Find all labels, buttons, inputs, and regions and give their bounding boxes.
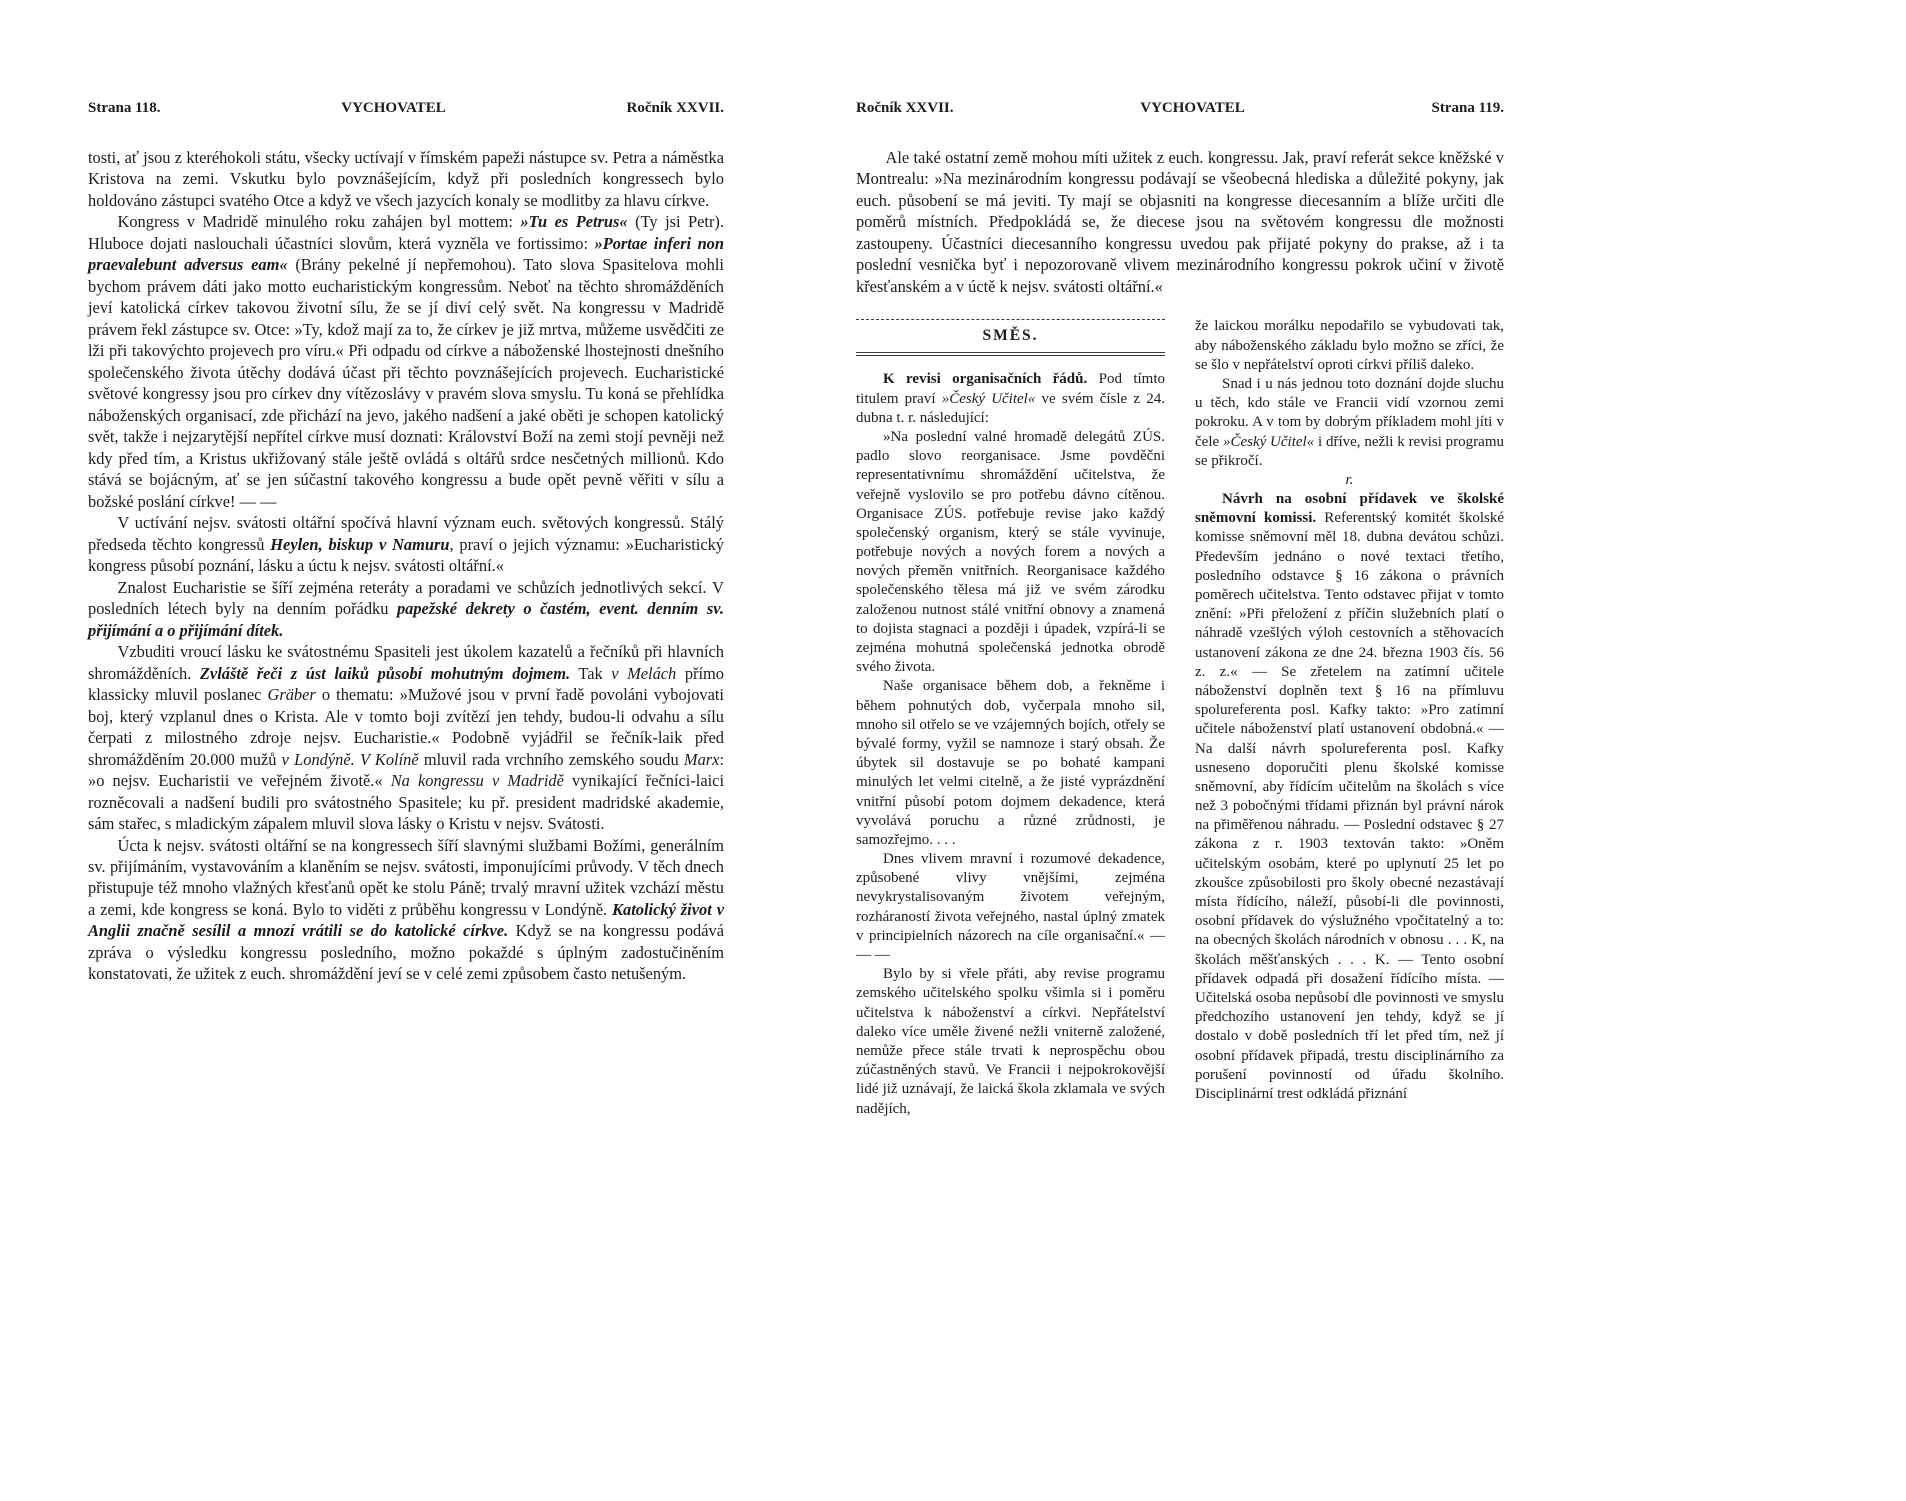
- text-run: mluvil rada vrchního zemského soudu: [418, 749, 684, 769]
- two-column-section: [856, 317, 1504, 1118]
- text-run: Pod tímto titulem praví: [856, 371, 1165, 407]
- paragraph: [1195, 375, 1504, 471]
- paragraph: [1195, 317, 1504, 375]
- paragraph: [88, 835, 724, 985]
- text-run: »Portae inferi non praevalebunt adversus eam«: [88, 233, 724, 275]
- journal-title: VYCHOVATEL: [1140, 100, 1245, 116]
- text-run: v Londýně. V Kolíně: [281, 749, 419, 769]
- text-run: i dříve, nežli k revisi programu se přikročí.: [1195, 433, 1505, 469]
- journal-title: VYCHOVATEL: [341, 100, 446, 116]
- text-run: Zvláště řeči z úst laiků působí mohutným dojmem.: [199, 663, 571, 683]
- paragraph: [1195, 490, 1504, 1104]
- paragraph: [856, 370, 1165, 428]
- paragraph: [88, 512, 724, 576]
- paragraph: [856, 147, 1504, 297]
- text-run: Ale také ostatní země mohou míti užitek z euch. kongressu. Jak, praví referát sekce kněžské v Montrealu: »Na mezinárodním kongressu podávají se všeobecná hlediska a důležité pokyny, jak euch. působení se má jeviti. Ty mají se objasniti na kongresse diecesanním a blíže určiti dle poměrů místních. Předpokládá se, že diecese jsou na světovém kongressu dle možnosti zastoupeny. Účastníci diecesanního kongressu uvedou pak přijaté pokyny do prakse, až i ta poslední vesnička byť i nepozorovaně vlivem mezinárodního kongressu pokrok učiní v životě křesťanském a v úctě k nejsv. svátosti oltářní.«: [856, 148, 1504, 296]
- right-page-number: Strana 119.: [1431, 100, 1504, 116]
- left-page-header: [88, 100, 724, 117]
- text-run: r.: [1345, 471, 1354, 488]
- text-run: Marx: [683, 749, 720, 769]
- text-run: přímo klassicky mluvil poslanec: [88, 663, 724, 705]
- volume-label: Ročník XXVII.: [626, 100, 724, 116]
- text-run: Bylo by si vřele přáti, aby revise programu zemského učitelského spolku všimla si i poměru učitelstva k náboženství a církvi. Nepřátelství daleko více uměle živené nežli vniterně založené, nemůže přece stále trvati k neprospěchu obou zúčastněných stavů. Ve Francii i nejpokrokovější lidé již uznávají, že laická škola zklamala ve svých nadějích,: [856, 966, 1165, 1117]
- right-column: [1195, 317, 1504, 1104]
- text-run: Návrh na osobní přídavek ve školské sněmovní komissi.: [1195, 491, 1504, 527]
- text-run: V uctívání nejsv. svátosti oltářní spočívá hlavní význam euch. světových kongressů. Stálý předseda těchto kongressů: [88, 513, 724, 554]
- section-heading-smes: [856, 319, 1165, 356]
- text-run: »Český Učitel«: [1222, 433, 1315, 450]
- text-run: Vzbuditi vroucí lásku ke svátostnému Spasiteli jest úkolem kazatelů a řečníků při hlavních shromážděních.: [88, 642, 724, 683]
- right-page-header: [856, 100, 1504, 117]
- text-run: Tak: [570, 663, 612, 683]
- text-run: v Melách: [611, 663, 677, 683]
- text-run: »Český Učitel«: [941, 390, 1036, 407]
- paragraph: [88, 211, 724, 512]
- section-title: SMĚS.: [982, 327, 1039, 345]
- text-run: Znalost Eucharistie se šíří zejména reteráty a poradami ve schůzích jednotlivých sekcí. V posledních létech byly na denním pořádku: [88, 577, 724, 619]
- text-run: ve svém čísle z 24. dubna t. r. následující:: [856, 390, 1165, 426]
- text-run: vynikající řečníci-laici rozněcovali a nadšení budili pro svátostného Spasitele; ku př. president madridské akademie, sám stařec, s mladickým zápalem mluvil slova lásky o Kristu v nejsv. Svátosti.: [88, 771, 724, 834]
- text-run: Na kongressu v Madridě: [390, 771, 564, 791]
- left-page-body: [88, 147, 724, 985]
- volume-label: Ročník XXVII.: [856, 100, 954, 116]
- left-page-number: Strana 118.: [88, 100, 161, 116]
- paragraph: [1195, 471, 1504, 490]
- paragraph: [88, 641, 724, 834]
- text-run: , praví o jejich významu: »Eucharistický kongress působí poznání, lásku a úctu k nejsv. svátosti oltářní.«: [88, 534, 725, 576]
- paragraph: [856, 677, 1165, 850]
- text-run: »Tu es Petrus«: [520, 212, 628, 232]
- double-rule: [856, 352, 1165, 356]
- text-run: Katolický život v Anglii značně sesílil a mnozí vrátili se do katolické církve.: [88, 899, 724, 941]
- paragraph: [88, 577, 724, 641]
- left-column: [856, 317, 1165, 1118]
- text-run: Dnes vlivem mravní i rozumové dekadence, způsobené vlivy vnějšími, zejména nevykrystalisovaným životem veřejným, rozháraností života veřejného, nastal úplný zmatek v principielních názorech na cíle organisační.« — — —: [856, 851, 1165, 964]
- paragraph: [88, 147, 724, 211]
- text-run: Snad i u nás jednou toto doznání dojde sluchu u těch, kdo stále ve Francii vidí vzornou zemi pokroku. A v tom by dobrým příkladem mohl jíti v čele: [1195, 375, 1504, 450]
- text-run: K revisi organisačních řádů.: [883, 371, 1088, 388]
- left-page: [88, 100, 724, 985]
- paragraph: [856, 428, 1165, 677]
- text-run: Úcta k nejsv. svátosti oltářní se na kongressech šíří slavnými službami Božími, generálním sv. přijímáním, vystavováním a klaněním se nejsv. svátosti, imponujícími průvody. V těch dnech přistupuje též mnoho vlažných křesťanů opět ke stolu Páně; trvalý mravní užitek vzchází městu a zemi, kde kongress se koná. Bylo to viděti z průběhu kongressu v Londýně.: [88, 835, 724, 919]
- text-run: Naše organisace během dob, a řekněme i během pohnutých dob, vyčerpala mnoho sil, mnoho sil otřelo se ve vzájemných bojích, otřely se bývalé formy, vyžil se namnoze i starý obsah. Že úbytek sil dostavuje se po bohaté kampani minulých let velmi citelně, a že jisté vyprázdnění vnitřní působí potom dojmem dekadence, která vyvolává poruchu a různé zrůdnosti, je samozřejmo. . . .: [856, 678, 1165, 848]
- right-page: [856, 100, 1504, 1119]
- text-run: že laickou morálku nepodařilo se vybudovati tak, aby náboženského základu bylo možno se zříci, že se šlo v nepřátelství oproti církvi příliš daleko.: [1195, 318, 1504, 373]
- text-run: (Ty jsi Petr). Hluboce dojati naslouchali účastníci slovům, která vyzněla ve fortissimo:: [88, 212, 724, 253]
- text-run: Když se na kongressu podává zpráva o výsledku kongressu posledního, možno pokaždé s úplným zadostučiněním konstatovati, že užitek z euch. shromáždění jeví se v celé zemi způsobem často netušeným.: [88, 921, 724, 984]
- text-run: : »o nejsv. Eucharistii ve veřejném životě.«: [88, 749, 724, 791]
- paragraph: [856, 850, 1165, 965]
- text-run: Gräber: [267, 685, 316, 705]
- text-run: Heylen, biskup v Namuru: [270, 534, 450, 554]
- text-run: Kongress v Madridě minulého roku zahájen byl mottem:: [117, 212, 521, 232]
- text-run: (Brány pekelné jí nepřemohou). Tato slova Spasitelova mohli bychom právem dáti jako motto eucharistickým kongressům. Neboť na těchto shromážděních jeví katolická církev takovou životní sílu, že se jí diví celý svět. Na kongressu v Madridě právem řekl zástupce sv. Otce: »Ty, kdož mají za to, že církev je již mrtva, můžeme usvědčiti ze lži při takovýchto projevech pro víru.« Při odpadu od církve a náboženské lhostejnosti dnešního společenského života útěchy dodává účast při těchto povznášejících projevech. Eucharistické světové kongressy jsou pro církev dny vítězoslávy v pravém slova smyslu. Tu koná se přehlídka náboženských organisací, zde přichází na jevo, jakého nadšení a jaké oběti je schopen katolický svět, takže i nejzarytější nepřítel církve musí doznati: Království Boží na zemi stojí pevněji než kdy před tím, a Kristus ukřižovaný stále ještě ovládá s oltářů srdce nesčetných millionů. Kdo stává se bojácným, ať se jen súčastní takového kongressu a bude opět pevně věřiti v sílu a božské poslání církve! — —: [88, 255, 724, 511]
- text-run: tosti, ať jsou z kteréhokoli státu, všecky uctívají v římském papeži nástupce sv. Petra a náměstka Kristova na zemi. Vskutku bylo povznášejícím, když při posledních kongressech bylo holdováno zástupci svatého Otce a když ve všech jazycích konaly se modlitby za hlavu církve.: [88, 148, 724, 210]
- text-run: »Na poslední valné hromadě delegátů ZÚS. padlo slovo reorganisace. Jsme povděčni representativnímu shromáždění učitelstva, že veřejně vyslovilo se pro potřebu dávno cítěnou. Organisace ZÚS. potřebuje revise jako každý společenský organism, který se stále vyvinuje, potřebuje nových a nových forem a nových a nových přeměn vnitřních. Reorganisace každého společenského tělesa má již ve svém zárodku založenou nutnost stálé vnitřní obnovy a znamená to dojista stagnaci a později i úpadek, vzpírá-li se zejména mohutná společenská jednotka obrodě svého života.: [856, 428, 1165, 676]
- text-run: papežské dekrety o častém, event. denním sv. přijímání a o přijímání dítek.: [88, 599, 724, 640]
- text-run: o thematu: »Mužové jsou v první řadě povoláni vybojovati boj, který vzplanul dnes o Krista. Ale v tomto boji zvítězí jen tehdy, budou-li odvahu a sílu čerpati z milostného zdroje nejsv. Eucharistie.« Podobně vyjádřil se řečník-laik před shromážděním 20.000 mužů: [88, 685, 724, 769]
- paragraph: [856, 965, 1165, 1119]
- left-column-text: [856, 370, 1165, 1118]
- right-page-intro: [856, 147, 1504, 297]
- text-run: Referentský komitét školské komisse sněmovní měl 18. dubna devátou schůzi. Především jednáno o nové textaci třetího, posledního odstavce § 16 zákona o právních poměrech učitelstva. Tento odstavec přijat v tomto znění: »Při přeložení z příčin služebních platí o náhradě vzešlých výloh cestovních a stěhovacích ustanovení zákona ze dne 24. března 1903 čís. 56 z. z.« — Se zřetelem na zatímní učitele náboženství doplněn text § 16 na přímluvu spolureferenta posl. Kafky takto: »Pro zatímní učitele náboženství platí ustanovení obdobná.« — Na další návrh spolureferenta posl. Kafky usneseno doporučiti plenu školské komisse sněmovní, aby řídícím učitelům na školách s více než 3 pobočnými třídami přiznán byl právní nárok na přiměřenou náhradu. — Poslední odstavec § 27 zákona z r. 1903 textován takto: »Oněm učitelským osobám, které po uplynutí 25 let po zkoušce způsobilosti pro školy obecné nezastávají místa řídícího, náleží, působí-li dle povinnosti, osobní přídavek do výslužného vpočitatelný a to: na obecných školách národních v obnosu . . . K, na školách měšťanských . . . K. — Tento osobní přídavek odpadá při dosažení řídícího místa. — Učitelská osoba nepůsobí dle povinnosti ve smyslu předchozího ustanovení jen tehdy, když se jí dostalo v době posledních tří let před tím, než jí osobní přídavek připadá, trestu disciplinárního za porušení povinností od úřadu školního. Disciplinární trest odkládá přiznání: [1195, 510, 1504, 1102]
